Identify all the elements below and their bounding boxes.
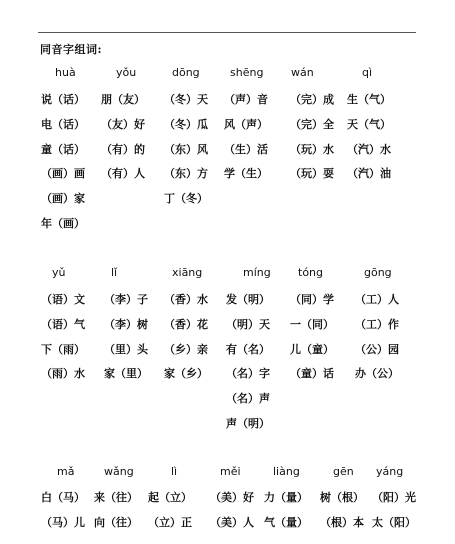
- word-item: （东）方: [164, 167, 208, 181]
- word-item: （雨）水: [41, 367, 85, 381]
- pinyin-label: yǔ: [52, 266, 66, 279]
- word-item: 向（往）: [94, 515, 138, 529]
- word-item: 有（名）: [226, 342, 270, 356]
- word-item: 树（根）: [320, 491, 364, 504]
- word-item: （画）家: [41, 192, 85, 206]
- word-item: （乡）亲: [164, 342, 208, 356]
- pinyin-label: míng: [243, 266, 271, 279]
- word-item: 丁（冬）: [164, 192, 208, 206]
- word-item: 白（马）: [41, 491, 85, 504]
- pinyin-label: yǒu: [116, 66, 137, 79]
- pinyin-label: xiāng: [172, 266, 203, 279]
- word-item: （香）花: [164, 317, 208, 331]
- pinyin-label: yáng: [376, 465, 404, 478]
- word-item: （立）正: [148, 515, 192, 529]
- word-item: （玩）耍: [290, 167, 334, 181]
- heading: 同音字组词:: [40, 43, 103, 56]
- word-item: 声（明）: [226, 417, 270, 430]
- word-item: （李）子: [104, 293, 148, 306]
- pinyin-label: huà: [55, 66, 76, 79]
- word-item: （工）人: [355, 293, 399, 306]
- word-item: 家（乡）: [164, 367, 208, 381]
- word-item: （里）头: [104, 342, 148, 356]
- word-item: 起（立）: [148, 491, 192, 504]
- word-item: （完）成: [290, 93, 334, 106]
- word-item: 太（阳）: [372, 515, 416, 529]
- word-item: 天（气）: [347, 117, 391, 131]
- word-item: （名）字: [226, 367, 270, 381]
- word-item: （有）人: [101, 167, 145, 181]
- word-item: 发（明）: [226, 293, 270, 306]
- word-item: （马）儿: [41, 515, 85, 529]
- word-item: 下（雨）: [41, 342, 85, 356]
- pinyin-label: lǐ: [111, 266, 118, 279]
- pinyin-label: qì: [362, 66, 373, 79]
- word-item: 学（生）: [224, 167, 268, 181]
- word-item: 力（量）: [264, 491, 308, 504]
- word-item: （完）全: [290, 117, 334, 131]
- word-item: 风（声）: [224, 117, 268, 131]
- word-item: （美）人: [210, 515, 254, 529]
- pinyin-label: gōng: [364, 266, 392, 279]
- word-item: （工）作: [355, 317, 399, 331]
- word-item: （玩）水: [290, 142, 334, 156]
- word-item: 办（公）: [355, 367, 399, 381]
- word-item: （阳）光: [372, 491, 416, 504]
- word-item: （友）好: [101, 117, 145, 131]
- word-item: （根）本: [320, 515, 364, 529]
- word-item: （冬）瓜: [164, 117, 208, 131]
- word-item: （冬）天: [164, 93, 208, 106]
- word-item: 一（同）: [290, 317, 334, 331]
- word-item: （公）园: [355, 342, 399, 356]
- word-item: （语）文: [41, 293, 85, 306]
- pinyin-label: shēng: [230, 66, 264, 79]
- pinyin-label: mǎ: [57, 465, 75, 478]
- word-item: （美）好: [210, 491, 254, 504]
- word-item: （东）风: [164, 142, 208, 156]
- word-item: 说（话）: [41, 93, 85, 106]
- word-item: 电（话）: [41, 117, 85, 131]
- word-item: （明）天: [226, 317, 270, 331]
- word-item: 来（往）: [94, 491, 138, 504]
- word-item: （生）活: [224, 142, 268, 156]
- pinyin-label: liàng: [273, 465, 300, 478]
- word-item: （有）的: [101, 142, 145, 156]
- word-item: 家（里）: [104, 367, 148, 381]
- word-item: 朋（友）: [101, 93, 145, 106]
- word-item: （汽）水: [347, 142, 391, 156]
- word-item: （同）学: [290, 293, 334, 306]
- word-item: （香）水: [164, 293, 208, 306]
- word-item: （名）声: [226, 392, 270, 406]
- word-item: 气（量）: [264, 515, 308, 529]
- word-item: 年（画）: [41, 217, 85, 230]
- word-item: 生（气）: [347, 93, 391, 106]
- word-item: （画）画: [41, 167, 85, 181]
- pinyin-label: gēn: [333, 465, 354, 478]
- pinyin-label: wán: [291, 66, 314, 79]
- word-item: （声）音: [224, 93, 268, 106]
- pinyin-label: lì: [171, 465, 178, 478]
- word-item: （童）话: [290, 367, 334, 381]
- pinyin-label: měi: [220, 465, 241, 478]
- pinyin-label: wǎng: [104, 465, 134, 478]
- word-item: 儿（童）: [290, 342, 334, 356]
- word-item: （语）气: [41, 317, 85, 331]
- top-rule: [38, 32, 416, 33]
- word-item: （李）树: [104, 317, 148, 331]
- pinyin-label: tóng: [298, 266, 323, 279]
- word-item: （汽）油: [347, 167, 391, 181]
- pinyin-label: dōng: [172, 66, 200, 79]
- word-item: 童（话）: [41, 142, 85, 156]
